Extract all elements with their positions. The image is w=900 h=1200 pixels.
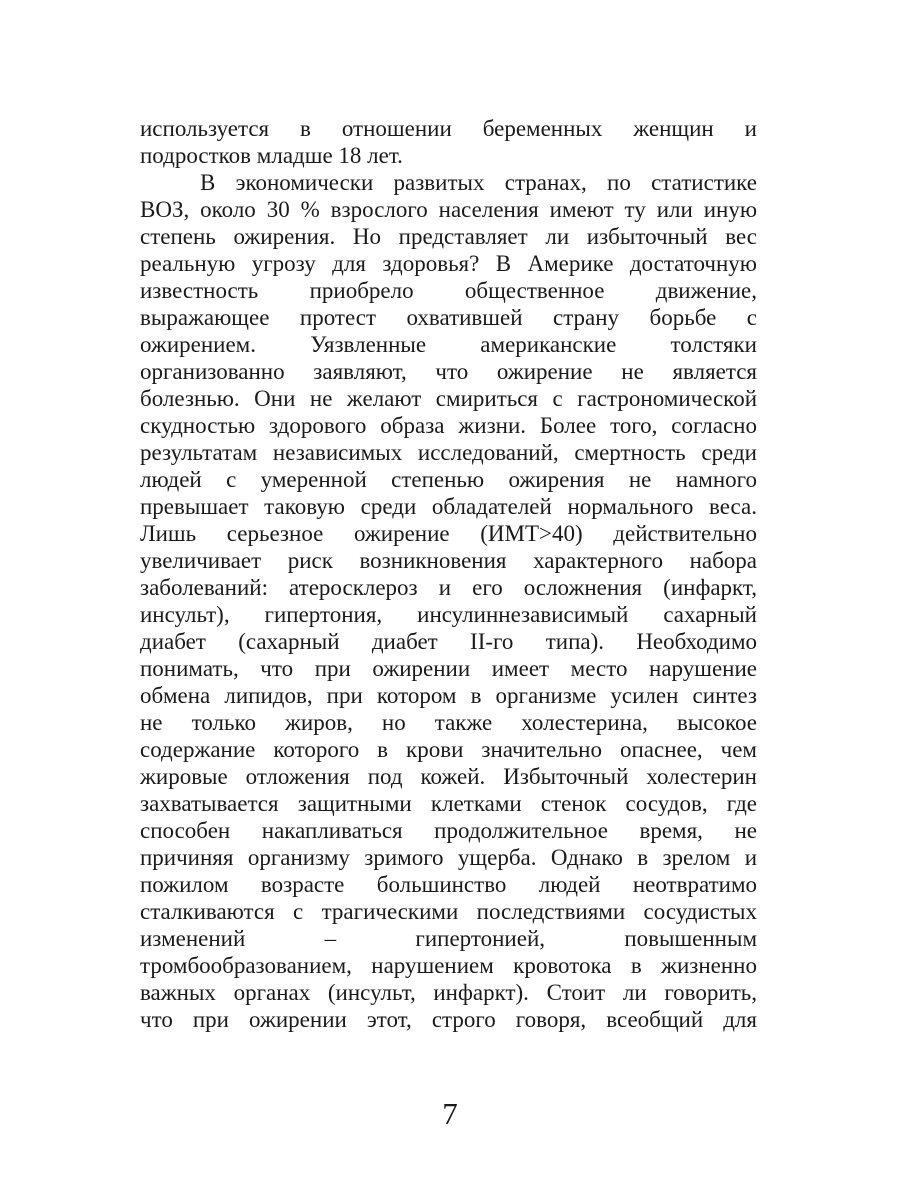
text-line: превышает таковую среди обладателей нормального веса.: [140, 494, 757, 519]
text-line: скудностью здорового образа жизни. Более того, согласно: [140, 413, 757, 438]
body-text: [140, 115, 757, 1033]
text-line: сталкиваются с трагическими последствиями сосудистых: [140, 899, 757, 924]
text-line: Лишь серьезное ожирение (ИМТ>40) действительно: [140, 521, 757, 546]
text-line: используется в отношении беременных женщин и: [140, 116, 757, 141]
text-line: болезнью. Они не желают смириться с гастрономической: [140, 386, 757, 411]
text-line: важных органах (инсульт, инфаркт). Стоит ли говорить,: [140, 980, 757, 1005]
text-line: изменений – гипертонией, повышенным: [140, 926, 757, 951]
text-line: причиняя организму зримого ущерба. Однако в зрелом и: [140, 845, 757, 870]
text-line: тромбообразованием, нарушением кровотока в жизненно: [140, 953, 757, 978]
text-line: способен накапливаться продолжительное время, не: [140, 818, 757, 843]
text-line: ВОЗ, около 30 % взрослого населения имеют ту или иную: [140, 197, 757, 222]
text-line: пожилом возрасте большинство людей неотвратимо: [140, 872, 757, 897]
text-line: не только жиров, но также холестерина, высокое: [140, 710, 757, 735]
text-line: подростков младше 18 лет.: [140, 143, 403, 168]
page-number: 7: [442, 1096, 458, 1131]
text-line: инсульт), гипертония, инсулиннезависимый сахарный: [140, 602, 757, 627]
text-line: понимать, что при ожирении имеет место нарушение: [140, 656, 757, 681]
text-line: известность приобрело общественное движение,: [140, 278, 757, 303]
text-line: реальную угрозу для здоровья? В Америке достаточную: [140, 251, 757, 276]
text-line: степень ожирения. Но представляет ли избыточный вес: [140, 224, 757, 249]
text-line: диабет (сахарный диабет II-го типа). Необходимо: [140, 629, 757, 654]
text-line: жировые отложения под кожей. Избыточный холестерин: [140, 764, 757, 789]
text-line: организованно заявляют, что ожирение не является: [140, 359, 757, 384]
text-line: результатам независимых исследований, смертность среди: [140, 440, 757, 465]
text-line: захватывается защитными клетками стенок сосудов, где: [140, 791, 757, 816]
text-line: увеличивает риск возникновения характерного набора: [140, 548, 757, 573]
text-line: людей с умеренной степенью ожирения не намного: [140, 467, 757, 492]
text-line: обмена липидов, при котором в организме усилен синтез: [140, 683, 757, 708]
text-line: выражающее протест охватившей страну борьбе с: [140, 305, 757, 330]
text-line: содержание которого в крови значительно опаснее, чем: [140, 737, 757, 762]
text-line: заболеваний: атеросклероз и его осложнения (инфаркт,: [140, 575, 757, 600]
text-line: В экономически развитых странах, по статистике: [200, 170, 757, 195]
text-line: ожирением. Уязвленные американские толстяки: [140, 332, 757, 357]
text-line: что при ожирении этот, строго говоря, всеобщий для: [140, 1007, 757, 1032]
